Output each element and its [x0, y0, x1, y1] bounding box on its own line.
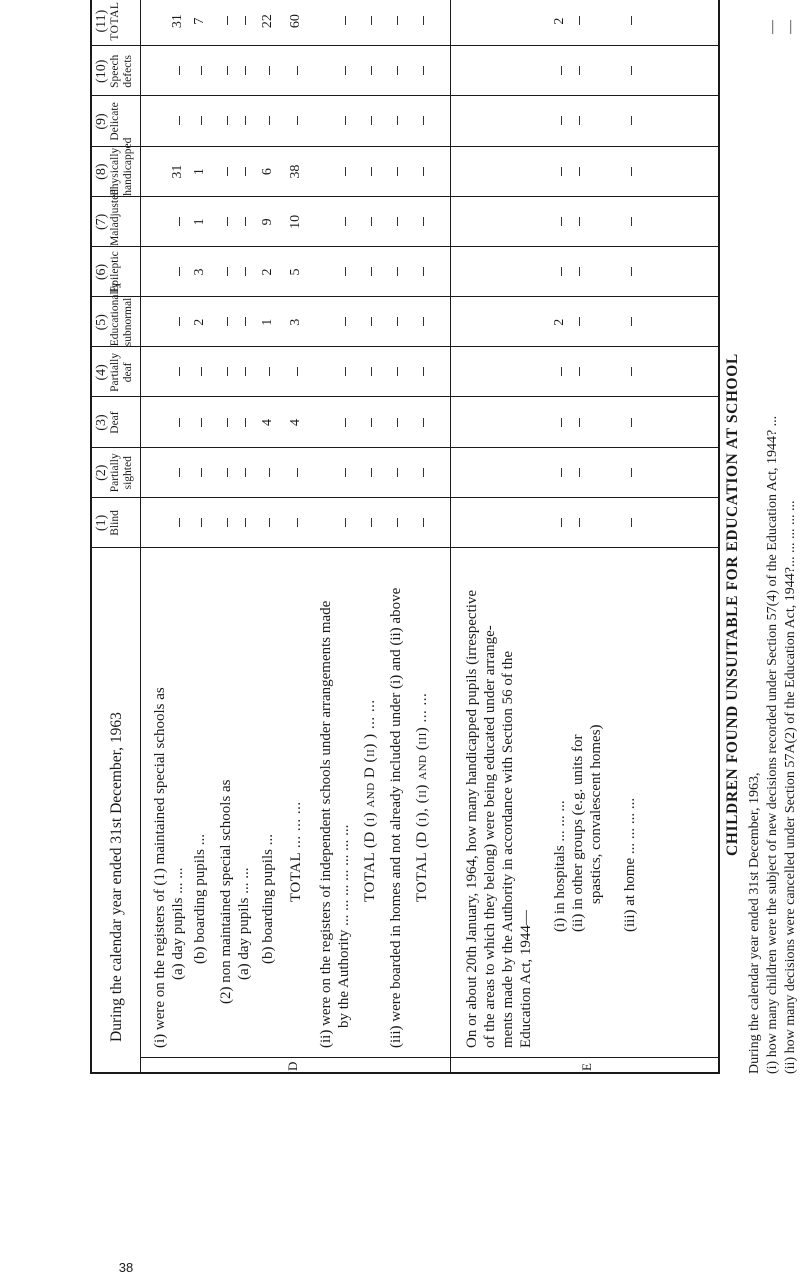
row-label: (2) non maintained special schools as [218, 779, 234, 1004]
cell-dash [227, 418, 228, 427]
column-number: (4) [94, 364, 109, 381]
cell-dash [345, 267, 346, 276]
cell-dash [423, 66, 424, 75]
column-divider [92, 95, 718, 96]
cell-value: 1 [192, 218, 207, 226]
row-label: (iii) were boarded in homes and not already included under (i) and (ii) above [388, 587, 404, 1048]
cell-dash [345, 317, 346, 326]
row-label: by the Authority ... ... ... ... ... ... ... [336, 824, 352, 1028]
column-number: (8) [94, 163, 109, 180]
row-label: TOTAL (D (i) and D (ii) ) ... ... [362, 699, 378, 902]
cell-dash [631, 367, 632, 376]
cell-value: 4 [288, 419, 303, 427]
cell-dash [423, 418, 424, 427]
row-label: (i) were on the registers of (1) maintained special schools as [152, 687, 168, 1048]
cell-value: 9 [260, 218, 275, 226]
cell-dash [397, 66, 398, 75]
decisions-table [90, 0, 720, 1074]
cell-dash [297, 116, 298, 125]
column-divider [92, 146, 718, 147]
cell-dash [179, 418, 180, 427]
cell-dash [371, 468, 372, 477]
cell-dash [631, 317, 632, 326]
cell-dash [227, 518, 228, 527]
caption-q2: (ii) how many decisions were cancelled under Section 57A(2) of the Education Act, 1944?... ... ... ... ... [783, 500, 798, 1074]
column-label: Epileptic [109, 251, 121, 293]
column-number: (2) [94, 464, 109, 481]
captions [724, 14, 800, 1074]
cell-value: 2 [552, 17, 567, 25]
cell-dash [631, 267, 632, 276]
cell-value: 5 [288, 268, 303, 276]
cell-dash [423, 518, 424, 527]
cell-dash [631, 418, 632, 427]
column-label: Speech defects [109, 54, 134, 88]
cell-value: 1 [260, 318, 275, 326]
cell-dash [179, 66, 180, 75]
column-label: Blind [109, 510, 121, 536]
cell-dash [245, 267, 246, 276]
cell-dash [245, 16, 246, 25]
row-label: (i) in hospitals ... ... ... [552, 800, 568, 932]
cell-dash [245, 217, 246, 226]
cell-value: 2 [552, 318, 567, 326]
cell-dash [227, 267, 228, 276]
cell-dash [227, 16, 228, 25]
cell-dash [397, 468, 398, 477]
column-number: (6) [94, 263, 109, 281]
caption-intro: During the calendar year ended 31st December, 1963, [747, 772, 762, 1074]
cell-dash [397, 317, 398, 326]
cell-dash [245, 418, 246, 427]
row-label: (b) boarding pupils ... [192, 834, 208, 964]
row-label: (ii) were on the registers of independent schools under arrangements made [318, 600, 334, 1048]
cell-dash [345, 367, 346, 376]
cell-dash [561, 267, 562, 276]
caption-title: CHILDREN FOUND UNSUITABLE FOR EDUCATION AT SCHOOL [724, 353, 741, 856]
cell-dash [227, 116, 228, 125]
column-divider [92, 296, 718, 297]
cell-dash [227, 468, 228, 477]
row-label: (ii) in other groups (e.g. units for [570, 734, 586, 932]
column-label: Educationally subnormal [109, 282, 134, 347]
cell-dash [397, 217, 398, 226]
cell-dash [371, 418, 372, 427]
column-label: TOTAL [109, 1, 121, 41]
cell-dash [179, 317, 180, 326]
cell-dash [269, 518, 270, 527]
cell-dash [371, 116, 372, 125]
cell-dash [397, 267, 398, 276]
cell-dash [245, 468, 246, 477]
cell-dash [201, 116, 202, 125]
cell-dash [579, 317, 580, 326]
cell-dash [631, 167, 632, 176]
section-d-letter: D [285, 1061, 300, 1071]
cell-dash [345, 418, 346, 427]
column-number: (5) [94, 314, 109, 331]
cell-dash [227, 66, 228, 75]
cell-dash [579, 167, 580, 176]
row-label: TOTAL ... ... ... [288, 801, 304, 902]
cell-value: 6 [260, 168, 275, 176]
cell-dash [371, 66, 372, 75]
cell-dash [371, 367, 372, 376]
cell-dash [371, 317, 372, 326]
period-header: During the calendar year ended 31st December, 1963 [108, 712, 125, 1042]
cell-dash [371, 518, 372, 527]
cell-dash [179, 468, 180, 477]
cell-dash [179, 367, 180, 376]
cell-dash [245, 518, 246, 527]
cell-dash [423, 468, 424, 477]
row-label: of the areas to which they belong) were being educated under arrange- [482, 625, 498, 1048]
cell-dash [297, 66, 298, 75]
cell-dash [631, 468, 632, 477]
cell-dash [345, 116, 346, 125]
cell-dash [371, 267, 372, 276]
column-label: Partially sighted [109, 453, 134, 493]
cell-dash [371, 16, 372, 25]
caption-q1-value: — [765, 20, 780, 34]
cell-dash [397, 518, 398, 527]
caption-q1: (i) how many children were the subject of new decisions recorded under Section 57(4) of the Education Act, 1944? ... [765, 415, 780, 1074]
cell-dash [179, 116, 180, 125]
cell-dash [227, 167, 228, 176]
cell-dash [201, 418, 202, 427]
cell-dash [179, 518, 180, 527]
cell-dash [269, 116, 270, 125]
cell-dash [579, 267, 580, 276]
cell-value: 31 [170, 164, 185, 179]
cell-dash [579, 367, 580, 376]
cell-dash [245, 116, 246, 125]
section-e-letter: E [579, 1063, 594, 1071]
cell-dash [297, 518, 298, 527]
cell-dash [345, 468, 346, 477]
cell-dash [201, 66, 202, 75]
page-number: 38 [118, 1260, 134, 1275]
cell-dash [179, 267, 180, 276]
cell-value: 1 [192, 168, 207, 176]
cell-value: 31 [170, 14, 185, 29]
cell-dash [245, 167, 246, 176]
cell-dash [579, 66, 580, 75]
cell-dash [561, 66, 562, 75]
cell-dash [345, 66, 346, 75]
cell-dash [579, 116, 580, 125]
cell-dash [371, 217, 372, 226]
cell-dash [371, 167, 372, 176]
cell-dash [269, 367, 270, 376]
cell-dash [561, 217, 562, 226]
cell-dash [579, 418, 580, 427]
cell-dash [423, 16, 424, 25]
cell-dash [245, 66, 246, 75]
cell-dash [297, 367, 298, 376]
cell-value: 3 [192, 268, 207, 276]
cell-dash [631, 16, 632, 25]
column-number: (11) [94, 9, 109, 33]
row-label: (a) day pupils ... ... [170, 867, 186, 980]
row-label: ments made by the Authority in accordance with Section 56 of the [500, 651, 516, 1048]
cell-dash [269, 468, 270, 477]
cell-value: 2 [192, 318, 207, 326]
cell-dash [201, 518, 202, 527]
cell-dash [345, 167, 346, 176]
row-label: On or about 20th January, 1964, how many handicapped pupils (irrespective [464, 589, 480, 1048]
cell-value: 60 [288, 14, 303, 29]
caption-q2-value: — [783, 20, 798, 34]
cell-dash [345, 217, 346, 226]
column-number: (1) [94, 514, 109, 532]
cell-dash [297, 468, 298, 477]
column-number: (7) [94, 213, 109, 230]
cell-dash [561, 167, 562, 176]
cell-value: 38 [288, 164, 303, 179]
cell-dash [201, 468, 202, 477]
cell-dash [397, 167, 398, 176]
cell-value: 4 [260, 419, 275, 427]
column-label: Physically handicapped [109, 137, 134, 196]
column-divider [92, 447, 718, 448]
row-label: (iii) at home ... ... ... ... [622, 797, 638, 932]
cell-value: 22 [260, 14, 275, 29]
cell-dash [631, 116, 632, 125]
cell-dash [631, 217, 632, 226]
cell-dash [397, 116, 398, 125]
row-label: TOTAL (D (i), (ii) and (iii) ... ... [414, 692, 430, 902]
cell-dash [345, 518, 346, 527]
cell-dash [179, 217, 180, 226]
cell-dash [423, 367, 424, 376]
cell-value: 3 [288, 318, 303, 326]
cell-dash [397, 418, 398, 427]
cell-dash [269, 66, 270, 75]
column-number: (10) [94, 59, 109, 83]
column-divider [92, 246, 718, 247]
cell-dash [579, 16, 580, 25]
cell-dash [245, 317, 246, 326]
cell-dash [345, 16, 346, 25]
cell-dash [561, 367, 562, 376]
cell-dash [631, 518, 632, 527]
column-number: (9) [94, 113, 109, 130]
column-divider [92, 45, 718, 46]
column-label: Maladjusted [109, 189, 121, 246]
column-label: Deaf [109, 411, 121, 434]
cell-dash [397, 367, 398, 376]
column-divider [92, 196, 718, 197]
cell-dash [631, 66, 632, 75]
column-number: (3) [94, 414, 109, 431]
row-label: spastics, convalescent homes) [588, 724, 604, 904]
cell-dash [423, 217, 424, 226]
cell-dash [423, 167, 424, 176]
cell-dash [561, 418, 562, 427]
cell-dash [423, 317, 424, 326]
cell-dash [423, 267, 424, 276]
column-divider [92, 497, 718, 498]
cell-dash [227, 367, 228, 376]
cell-dash [561, 468, 562, 477]
row-label: Education Act, 1944— [518, 910, 534, 1048]
cell-dash [227, 217, 228, 226]
cell-value: 7 [192, 17, 207, 25]
cell-dash [579, 217, 580, 226]
cell-dash [561, 518, 562, 527]
cell-dash [201, 367, 202, 376]
cell-value: 2 [260, 268, 275, 276]
cell-value: 10 [288, 214, 303, 229]
cell-dash [561, 116, 562, 125]
column-label: Delicate [109, 102, 121, 141]
column-divider [92, 396, 718, 397]
row-label: (b) boarding pupils ... [260, 834, 276, 964]
cell-dash [227, 317, 228, 326]
cell-dash [245, 367, 246, 376]
row-label: (a) day pupils ... ... [236, 867, 252, 980]
column-divider [92, 346, 718, 347]
column-label: Partially deaf [109, 352, 134, 392]
cell-dash [423, 116, 424, 125]
cell-dash [579, 518, 580, 527]
cell-dash [579, 468, 580, 477]
cell-dash [397, 16, 398, 25]
